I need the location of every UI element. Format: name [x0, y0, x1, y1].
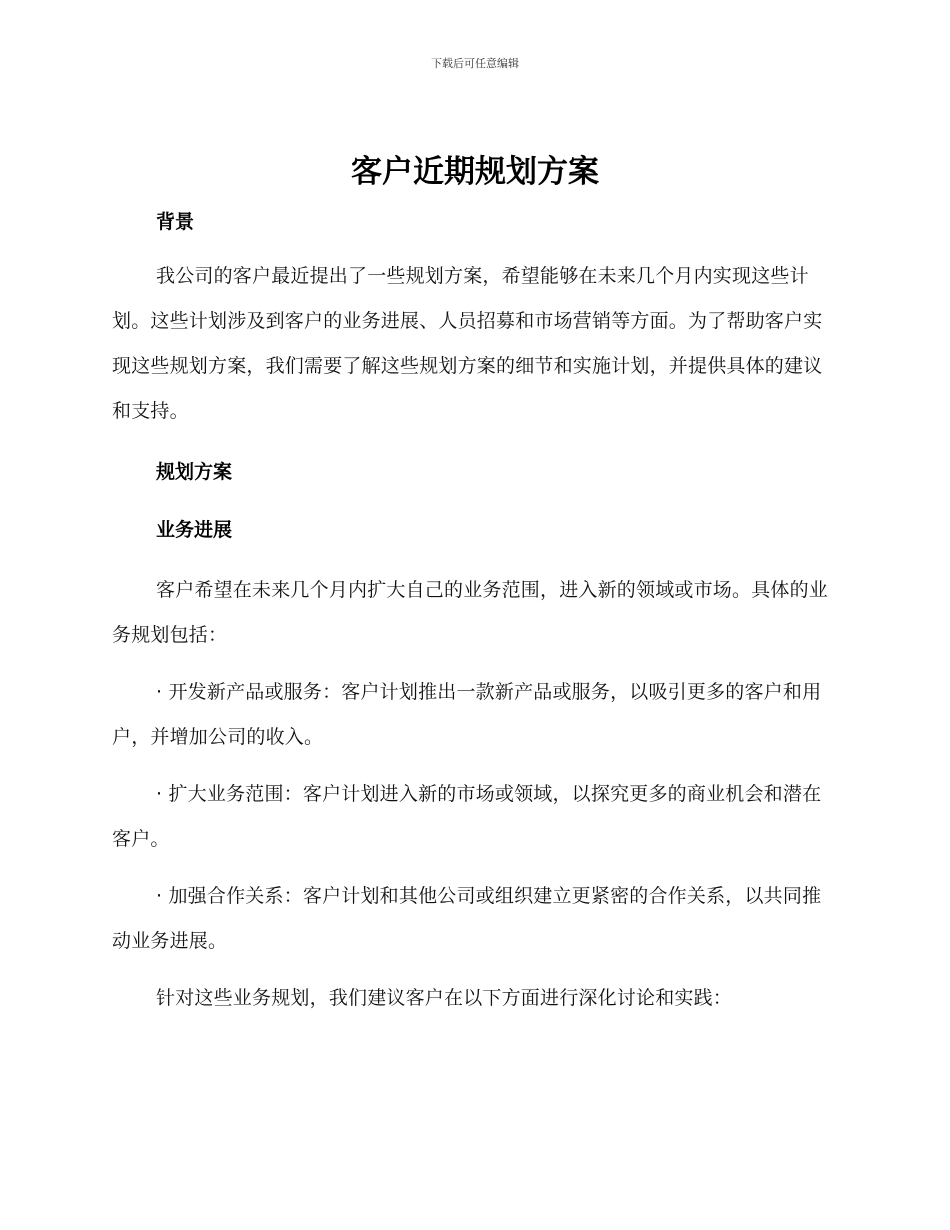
header-note: 下载后可任意编辑 [431, 57, 519, 70]
bullet-item-partnership: · 加强合作关系：客户计划和其他公司或组织建立更紧密的合作关系，以共同推动业务进展。 [112, 885, 822, 952]
bullet-item-expand-business: · 扩大业务范围：客户计划进入新的市场或领域，以探究更多的商业机会和潜在客户。 [112, 783, 822, 850]
section-heading-background: 背景 [156, 211, 195, 233]
background-paragraph: 我公司的客户最近提出了一些规划方案，希望能够在未来几个月内实现这些计划。这些计划涉及到客户的业务进展、人员招募和市场营销等方面。为了帮助客户实现这些规划方案，我们需要了解这些规划方案的细节和实施计划，并提供具体的建议和支持。 [112, 265, 823, 422]
closing-paragraph: 针对这些业务规划，我们建议客户在以下方面进行深化讨论和实践： [156, 987, 733, 1009]
section-heading-plan: 规划方案 [156, 461, 233, 483]
document-body [112, 202, 832, 1021]
section-heading-business: 业务进展 [156, 519, 233, 541]
bullet-item-new-product: · 开发新产品或服务：客户计划推出一款新产品或服务，以吸引更多的客户和用户，并增加公司的收入。 [112, 681, 822, 748]
page-title: 客户近期规划方案 [351, 154, 599, 190]
business-intro-paragraph: 客户希望在未来几个月内扩大自己的业务范围，进入新的领域或市场。具体的业务规划包括： [112, 579, 829, 646]
